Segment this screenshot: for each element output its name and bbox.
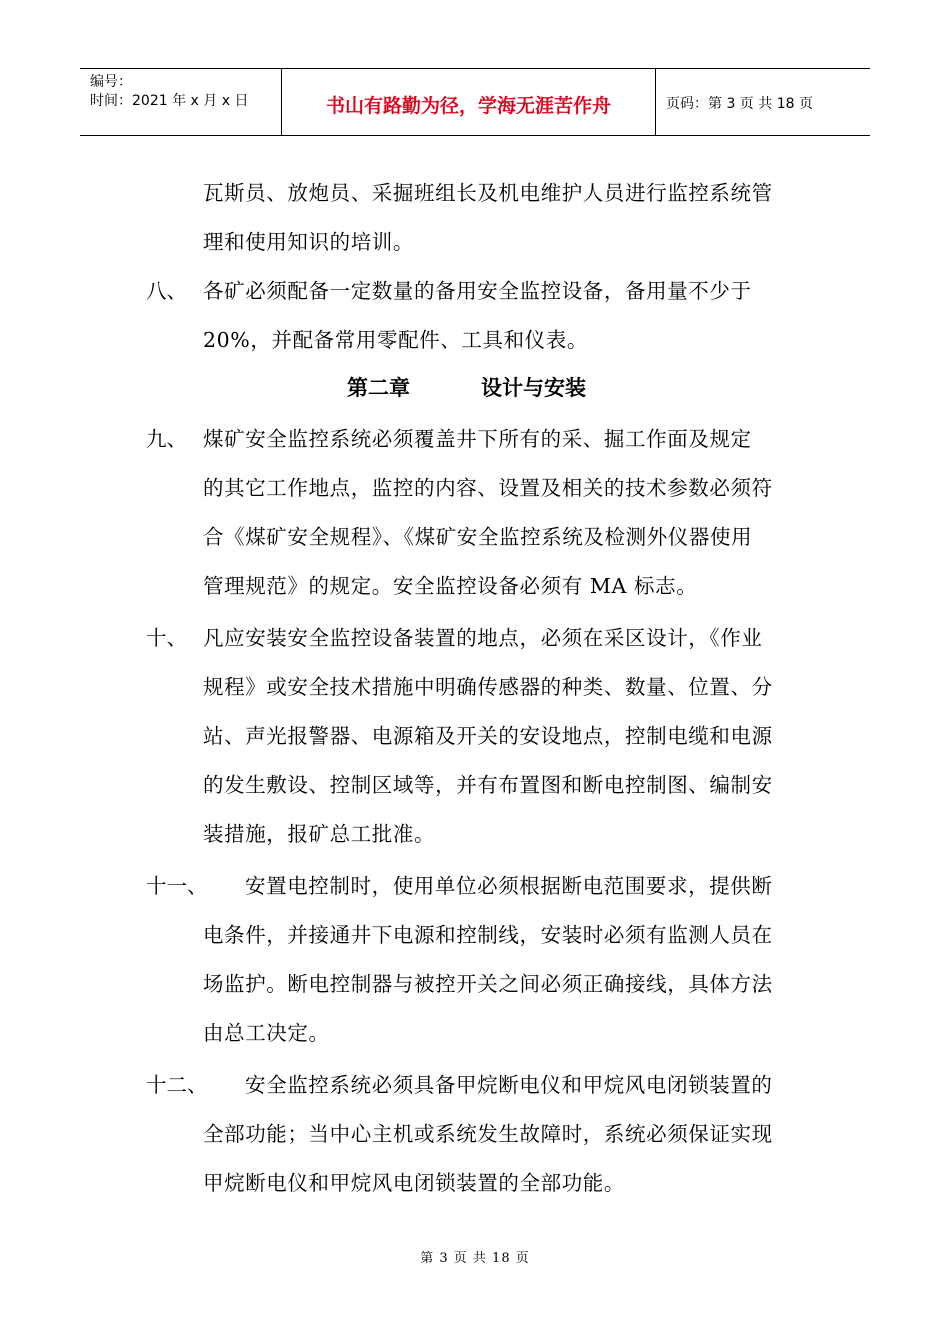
text-line: 由总工决定。 <box>203 1021 330 1045</box>
text-line: 安置电控制时，使用单位必须根据断电范围要求，提供断 <box>245 874 773 898</box>
paragraph-number: 十、 <box>146 626 187 650</box>
text-line: 电条件，并接通井下电源和控制线，安装时必须有监测人员在 <box>203 923 773 947</box>
text-line: 安全监控系统必须具备甲烷断电仪和甲烷风电闭锁装置的 <box>245 1073 773 1097</box>
paragraph-number: 十一、 <box>146 874 208 898</box>
text-line: 各矿必须配备一定数量的备用安全监控设备，备用量不少于 <box>203 279 752 303</box>
text-line: 场监护。断电控制器与被控开关之间必须正确接线，具体方法 <box>203 972 773 996</box>
header-page-info: 页码：第 3 页 共 18 页 <box>666 96 813 112</box>
text-line: 的其它工作地点，监控的内容、设置及相关的技术参数必须符 <box>203 476 773 500</box>
page-footer: 第 3 页 共 18 页 <box>420 1251 530 1266</box>
text-line: 20%，并配备常用零配件、工具和仪表。 <box>203 328 588 352</box>
text-line: 甲烷断电仪和甲烷风电闭锁装置的全部功能。 <box>203 1171 625 1195</box>
chapter-title: 设计与安装 <box>481 376 586 400</box>
text-line: 合《煤矿安全规程》、《煤矿安全监控系统及检测外仪器使用 <box>203 525 753 549</box>
text-line: 全部功能；当中心主机或系统发生故障时，系统必须保证实现 <box>203 1122 773 1146</box>
page-header <box>80 68 870 136</box>
text-line: 瓦斯员、放炮员、采掘班组长及机电维护人员进行监控系统管 <box>203 181 773 205</box>
text-line: 管理规范》的规定。安全监控设备必须有 MA 标志。 <box>203 574 698 598</box>
text-line: 的发生敷设、控制区域等，并有布置图和断电控制图、编制安 <box>203 773 773 797</box>
document-number-label: 编号： <box>90 74 132 90</box>
header-motto: 书山有路勤为径，学海无涯苦作舟 <box>282 69 656 135</box>
text-line: 装措施，报矿总工批准。 <box>203 822 436 846</box>
paragraph-number: 八、 <box>146 279 187 303</box>
paragraph-number: 十二、 <box>146 1073 208 1097</box>
header-meta-cell <box>80 69 282 135</box>
chapter-label: 第二章 <box>347 376 410 400</box>
text-line: 理和使用知识的培训。 <box>203 230 414 254</box>
text-line: 凡应安装安全监控设备装置的地点，必须在采区设计，《作业 <box>203 626 763 650</box>
text-line: 规程》或安全技术措施中明确传感器的种类、数量、位置、分 <box>203 675 773 699</box>
text-line: 煤矿安全监控系统必须覆盖井下所有的采、掘工作面及规定 <box>203 427 752 451</box>
document-time-label: 时间：2021 年 x 月 x 日 <box>90 93 249 109</box>
paragraph-number: 九、 <box>146 427 187 451</box>
text-line: 站、声光报警器、电源箱及开关的安设地点，控制电缆和电源 <box>203 724 773 748</box>
